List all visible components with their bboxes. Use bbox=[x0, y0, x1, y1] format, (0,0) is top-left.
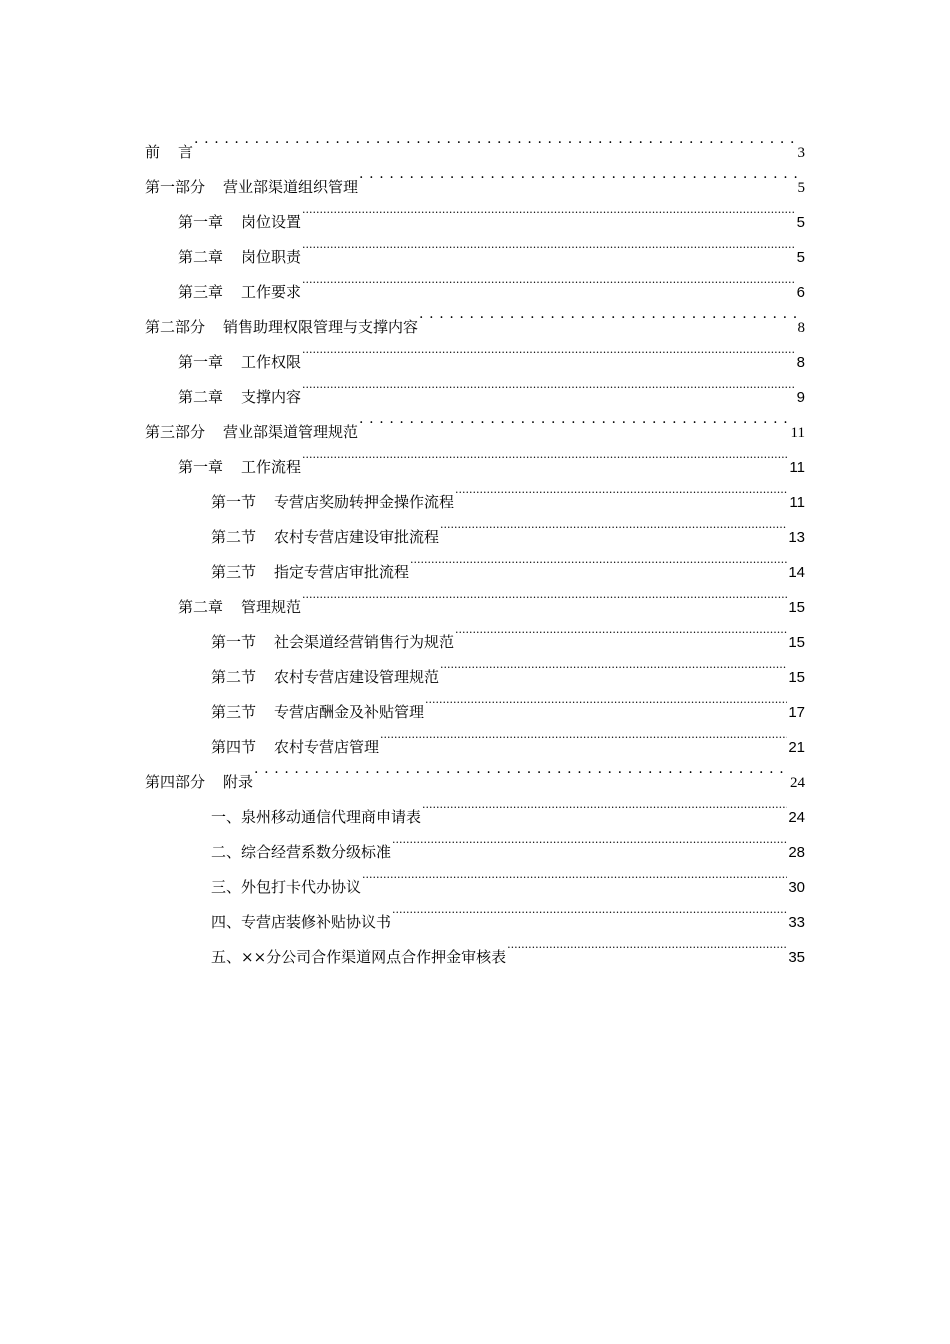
toc-entry-title: 第三章 工作要求 bbox=[178, 283, 302, 301]
toc-entry-title: 第二章 岗位职责 bbox=[178, 248, 302, 266]
toc-dot-leader bbox=[410, 542, 787, 577]
toc-page-number: 30 bbox=[788, 879, 805, 896]
toc-entry-title: 第四部分 附录 bbox=[145, 773, 254, 791]
toc-entry-title: 第一节 社会渠道经营销售行为规范 bbox=[211, 633, 455, 651]
toc-entry-title: 一、泉州移动通信代理商申请表 bbox=[211, 808, 422, 826]
toc-dot-leader bbox=[302, 367, 796, 402]
toc-page-number: 11 bbox=[789, 459, 805, 476]
toc-page-number: 17 bbox=[788, 704, 805, 721]
toc-page-number: 24 bbox=[788, 809, 805, 826]
toc-dot-leader bbox=[362, 857, 787, 892]
toc-dot-leader bbox=[254, 752, 789, 787]
toc-dot-leader bbox=[302, 332, 796, 367]
toc-page-number: 6 bbox=[796, 284, 805, 301]
toc-dot-leader bbox=[440, 647, 787, 682]
toc-dot-leader bbox=[455, 472, 788, 507]
toc-page-number: 28 bbox=[788, 844, 805, 861]
toc-page-number: 5 bbox=[796, 249, 805, 266]
toc-entry-title: 第一章 工作流程 bbox=[178, 458, 302, 476]
toc-dot-leader bbox=[507, 927, 787, 962]
toc-dot-leader bbox=[425, 682, 787, 717]
toc-entry-title: 四、专营店装修补贴协议书 bbox=[211, 913, 392, 931]
toc-dot-leader bbox=[419, 297, 796, 332]
toc-dot-leader bbox=[302, 262, 796, 297]
toc-page-number: 8 bbox=[797, 320, 805, 336]
toc-dot-leader bbox=[302, 577, 787, 612]
toc-dot-leader bbox=[359, 157, 796, 192]
toc-dot-leader bbox=[392, 822, 787, 857]
toc-dot-leader bbox=[380, 717, 787, 752]
toc-entry-title: 第一章 工作权限 bbox=[178, 353, 302, 371]
toc-page-number: 11 bbox=[790, 425, 805, 441]
toc-dot-leader bbox=[392, 892, 787, 927]
toc-page-number: 11 bbox=[789, 494, 805, 511]
toc-page-number: 15 bbox=[788, 599, 805, 616]
toc-entry-title: 第二章 支撑内容 bbox=[178, 388, 302, 406]
toc-entry-title: 第三节 专营店酬金及补贴管理 bbox=[211, 703, 425, 721]
toc-dot-leader bbox=[422, 787, 787, 822]
toc-page-number: 5 bbox=[796, 214, 805, 231]
toc-entry-title: 三、外包打卡代办协议 bbox=[211, 878, 362, 896]
toc-page-number: 8 bbox=[796, 354, 805, 371]
toc-entry-title: 前 言 bbox=[145, 143, 194, 161]
toc-page-number: 9 bbox=[796, 389, 805, 406]
table-of-contents bbox=[145, 122, 805, 966]
toc-page-number: 15 bbox=[788, 634, 805, 651]
toc-entry-title: 二、综合经营系数分级标准 bbox=[211, 843, 392, 861]
toc-entry-title: 五、××分公司合作渠道网点合作押金审核表 bbox=[211, 948, 507, 966]
toc-dot-leader bbox=[302, 227, 796, 262]
toc-page-number: 3 bbox=[797, 145, 805, 161]
toc-page-number: 24 bbox=[790, 775, 805, 791]
toc-dot-leader bbox=[302, 192, 796, 227]
toc-page-number: 14 bbox=[788, 564, 805, 581]
toc-dot-leader bbox=[359, 402, 790, 437]
toc-dot-leader bbox=[455, 612, 787, 647]
toc-entry-title: 第二章 管理规范 bbox=[178, 598, 302, 616]
toc-entry-title: 第二节 农村专营店建设管理规范 bbox=[211, 668, 440, 686]
toc-entry-title: 第二节 农村专营店建设审批流程 bbox=[211, 528, 440, 546]
toc-entry-title: 第一章 岗位设置 bbox=[178, 213, 302, 231]
toc-page-number: 33 bbox=[788, 914, 805, 931]
toc-entry-title: 第一节 专营店奖励转押金操作流程 bbox=[211, 493, 455, 511]
toc-dot-leader bbox=[194, 122, 796, 157]
toc-entry-preface[interactable] bbox=[145, 122, 805, 161]
toc-entry-title: 第一部分 营业部渠道组织管理 bbox=[145, 178, 359, 196]
toc-page-number: 5 bbox=[797, 180, 805, 196]
toc-entry-title: 第三节 指定专营店审批流程 bbox=[211, 563, 410, 581]
toc-page-number: 15 bbox=[788, 669, 805, 686]
toc-page-number: 35 bbox=[788, 949, 805, 966]
toc-entry-title: 第二部分 销售助理权限管理与支撑内容 bbox=[145, 318, 419, 336]
toc-dot-leader bbox=[440, 507, 787, 542]
toc-entry-title: 第四节 农村专营店管理 bbox=[211, 738, 380, 756]
toc-entry-title: 第三部分 营业部渠道管理规范 bbox=[145, 423, 359, 441]
toc-dot-leader bbox=[302, 437, 788, 472]
toc-page-number: 13 bbox=[788, 529, 805, 546]
toc-page-number: 21 bbox=[788, 739, 805, 756]
toc-entry-part[interactable] bbox=[145, 157, 805, 196]
